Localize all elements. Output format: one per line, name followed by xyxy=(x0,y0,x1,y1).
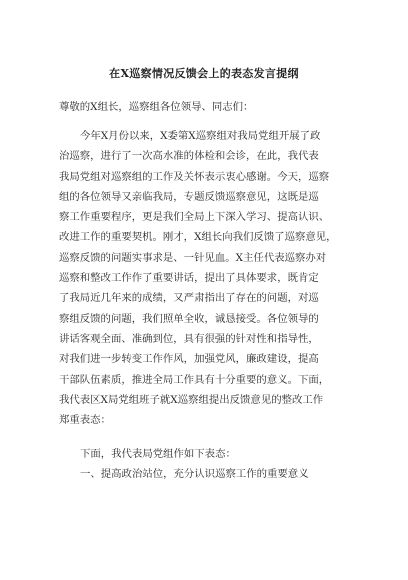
body-line: 郑重表态： xyxy=(59,414,111,427)
greeting-line: 尊敬的X组长，巡察组各位领导、同志们： xyxy=(59,101,254,113)
body-line: 察工作重要程序，更是我们全局上下深入学习、提高认识、 xyxy=(59,211,330,224)
body-line: 讲话客观全面、准确到位，具有很强的针对性和指导性， xyxy=(59,332,319,345)
closing-line: 下面，我代表局党组作如下表态： xyxy=(80,448,236,460)
closing-section xyxy=(59,442,353,483)
document-title: 在X巡察情况反馈会上的表态发言提纲 xyxy=(109,67,299,80)
body-line: 我代表区X局党组班子就X巡察组提出反馈意见的整改工作 xyxy=(59,393,324,406)
body-line: 察组反馈的问题，我们照单全收，诚恳接受。各位领导的 xyxy=(59,312,319,325)
body-line: 干部队伍素质，推进全局工作具有十分重要的意义。下面， xyxy=(59,373,330,386)
body-line: 我局党组对巡察组的工作及关怀表示衷心感谢。今天，巡察 xyxy=(59,170,330,183)
section-heading: 一、提高政治站位，充分认识巡察工作的重要意义 xyxy=(80,468,309,481)
body-line: 改进工作的重要契机。刚才，X组长向我们反馈了巡察意见， xyxy=(59,231,337,244)
body-line: 巡察和整改工作作了重要讲话，提出了具体要求，既肯定 xyxy=(59,272,319,285)
body-line: 了我局近几年来的成绩，又严肃指出了存在的问题，对巡 xyxy=(59,292,319,305)
body-line: 组的各位领导又亲临我局，专题反馈巡察意见，这既是巡 xyxy=(59,190,319,203)
body-line: 巡察反馈的问题实事求是、一针见血。X主任代表巡察办对 xyxy=(59,251,327,264)
body-line: 今年X月份以来，X委第X巡察组对我局党组开展了政 xyxy=(80,130,321,142)
body-line: 治巡察，进行了一次高水准的体检和会诊，在此，我代表 xyxy=(59,150,319,163)
body-paragraph xyxy=(59,126,353,430)
body-line: 对我们进一步转变工作作风，加强党风，廉政建设，提高 xyxy=(59,353,319,366)
